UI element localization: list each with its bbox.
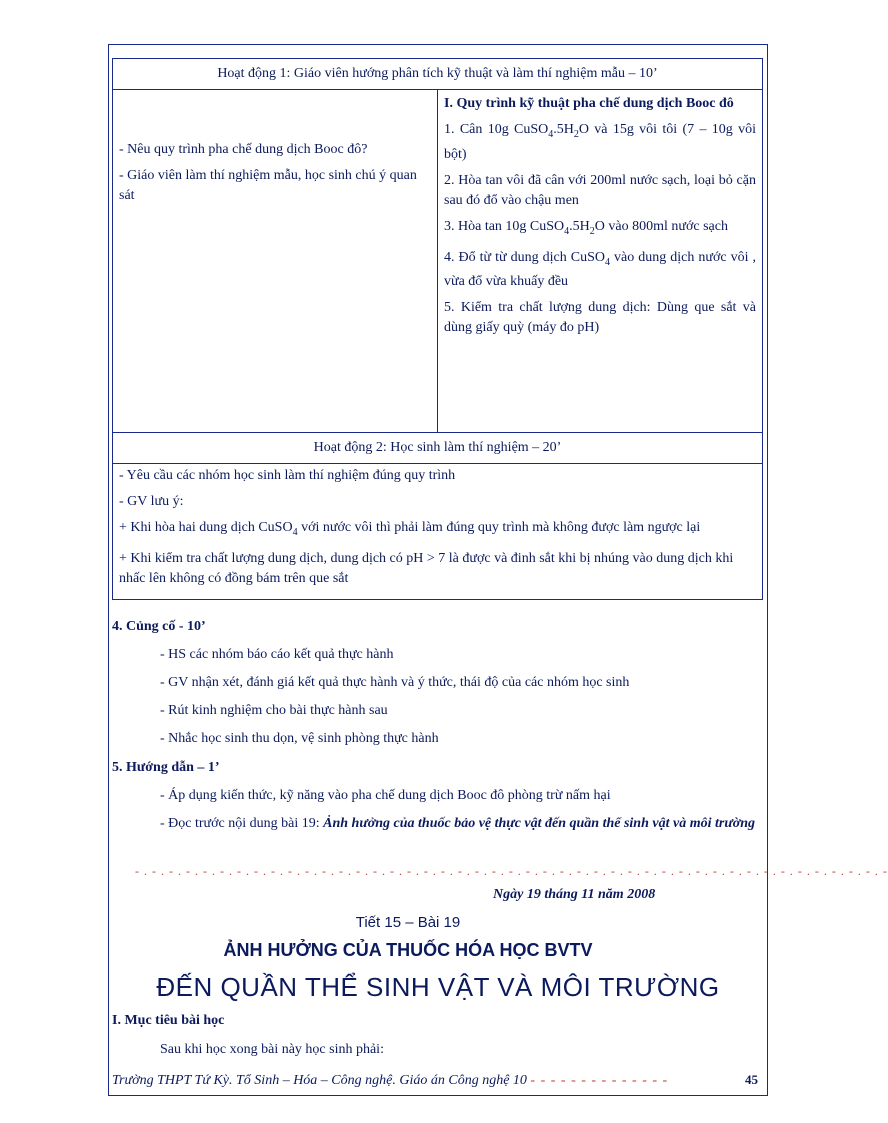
consolidation-section [112, 617, 762, 749]
page-number: 45 [745, 1072, 758, 1087]
footer-dashes: - - - - - - - - - - - - - - [530, 1073, 669, 1088]
lesson-title-line1: ẢNH HƯỞNG CỦA THUỐC HÓA HỌC BVTV [223, 940, 593, 960]
act2-line: + Khi kiểm tra chất lượng dung dịch, dung dịch có pH > 7 là được và đinh sắt khi bị nhúng vào dung dịch khi nhấc lên không có đồng bám trên que sắt [119, 550, 734, 586]
consolidation-item: - Nhắc học sinh thu dọn, vệ sinh phòng thực hành [160, 731, 439, 746]
left-item: - Nêu quy trình pha chế dung dịch Booc đô? [119, 142, 368, 157]
activity2-body [113, 464, 762, 599]
activity1-body [113, 90, 762, 433]
consolidation-item: - HS các nhóm báo cáo kết quả thực hành [160, 647, 394, 662]
step-5: 5. Kiểm tra chất lượng dung dịch: Dùng que sắt và dùng giấy quỳ (máy đo pH) [444, 300, 756, 336]
act2-line: - Yêu cầu các nhóm học sinh làm thí nghiệm đúng quy trình [119, 468, 456, 483]
step-4: 4. Đổ từ từ dung dịch CuSO$_4$ vào dung dịch nước vôi , vừa đổ vừa khuấy đều [444, 249, 756, 290]
consolidation-title: 4. Củng cố - 10’ [112, 619, 206, 634]
teacher-column [113, 90, 438, 432]
lesson-title-line2: ĐẾN QUẦN THỂ SINH VẬT VÀ MÔI TRƯỜNG [156, 972, 720, 1002]
step-2: 2. Hòa tan vôi đã cân với 200ml nước sạch, loại bỏ cặn sau đó đổ vào chậu men [444, 172, 756, 208]
activity2-header: Hoạt động 2: Học sinh làm thí nghiệm – 20’ [113, 433, 762, 464]
separator: - . - . - . - . - . - . - . - . - . - . - . - . - . - . - . - . - . - . - . - . - . - . - . - . - . - . - . - . - . - . - . - . - . - . - . - . - . - . - . - . - . - . - . - . - [135, 864, 888, 878]
footer [112, 1073, 668, 1089]
content-column [438, 90, 762, 432]
left-item: - Giáo viên làm thí nghiệm mẫu, học sinh chú ý quan sát [119, 168, 417, 203]
goal-text: Sau khi học xong bài này học sinh phải: [160, 1042, 384, 1057]
goal-title: I. Mục tiêu bài học [112, 1013, 225, 1028]
activity-table [112, 58, 763, 600]
guidance-title: 5. Hướng dẫn – 1’ [112, 760, 220, 775]
lesson-date: Ngày 19 tháng 11 năm 2008 [493, 887, 656, 902]
footer-text: Trường THPT Tứ Kỳ. Tổ Sinh – Hóa – Công nghệ. Giáo án Công nghệ 10 [112, 1073, 527, 1088]
activity1-header: Hoạt động 1: Giáo viên hướng phân tích kỹ thuật và làm thí nghiệm mẫu – 10’ [113, 59, 762, 90]
guidance-item: - Đọc trước nội dung bài 19: Ảnh hưởng của thuốc bảo vệ thực vật đến quần thể sinh vật và môi trường [160, 816, 756, 831]
guidance-section [112, 758, 762, 834]
lesson-number: Tiết 15 – Bài 19 [355, 914, 461, 931]
consolidation-item: - GV nhận xét, đánh giá kết quả thực hành và ý thức, thái độ của các nhóm học sinh [160, 675, 630, 690]
procedure-title: I. Quy trình kỹ thuật pha chế dung dịch Booc đô [444, 96, 734, 111]
step-1: 1. Cân 10g $CuSO_4.5H_2O$ và 15g vôi tôi (7 – 10g vôi bột) [444, 122, 756, 162]
act2-line: - GV lưu ý: [119, 494, 184, 509]
consolidation-item: - Rút kinh nghiệm cho bài thực hành sau [160, 703, 388, 718]
act2-line: + Khi hòa hai dung dịch CuSO$_4$ với nước vôi thì phải làm đúng quy trình mà không được làm ngược lại [119, 520, 701, 538]
step-3: 3. Hòa tan 10g $CuSO_4.5H_2O$ vào 800ml nước sạch [444, 218, 728, 237]
guidance-item: - Áp dụng kiến thức, kỹ năng vào pha chế dung dịch Booc đô phòng trừ nấm hại [160, 788, 611, 803]
